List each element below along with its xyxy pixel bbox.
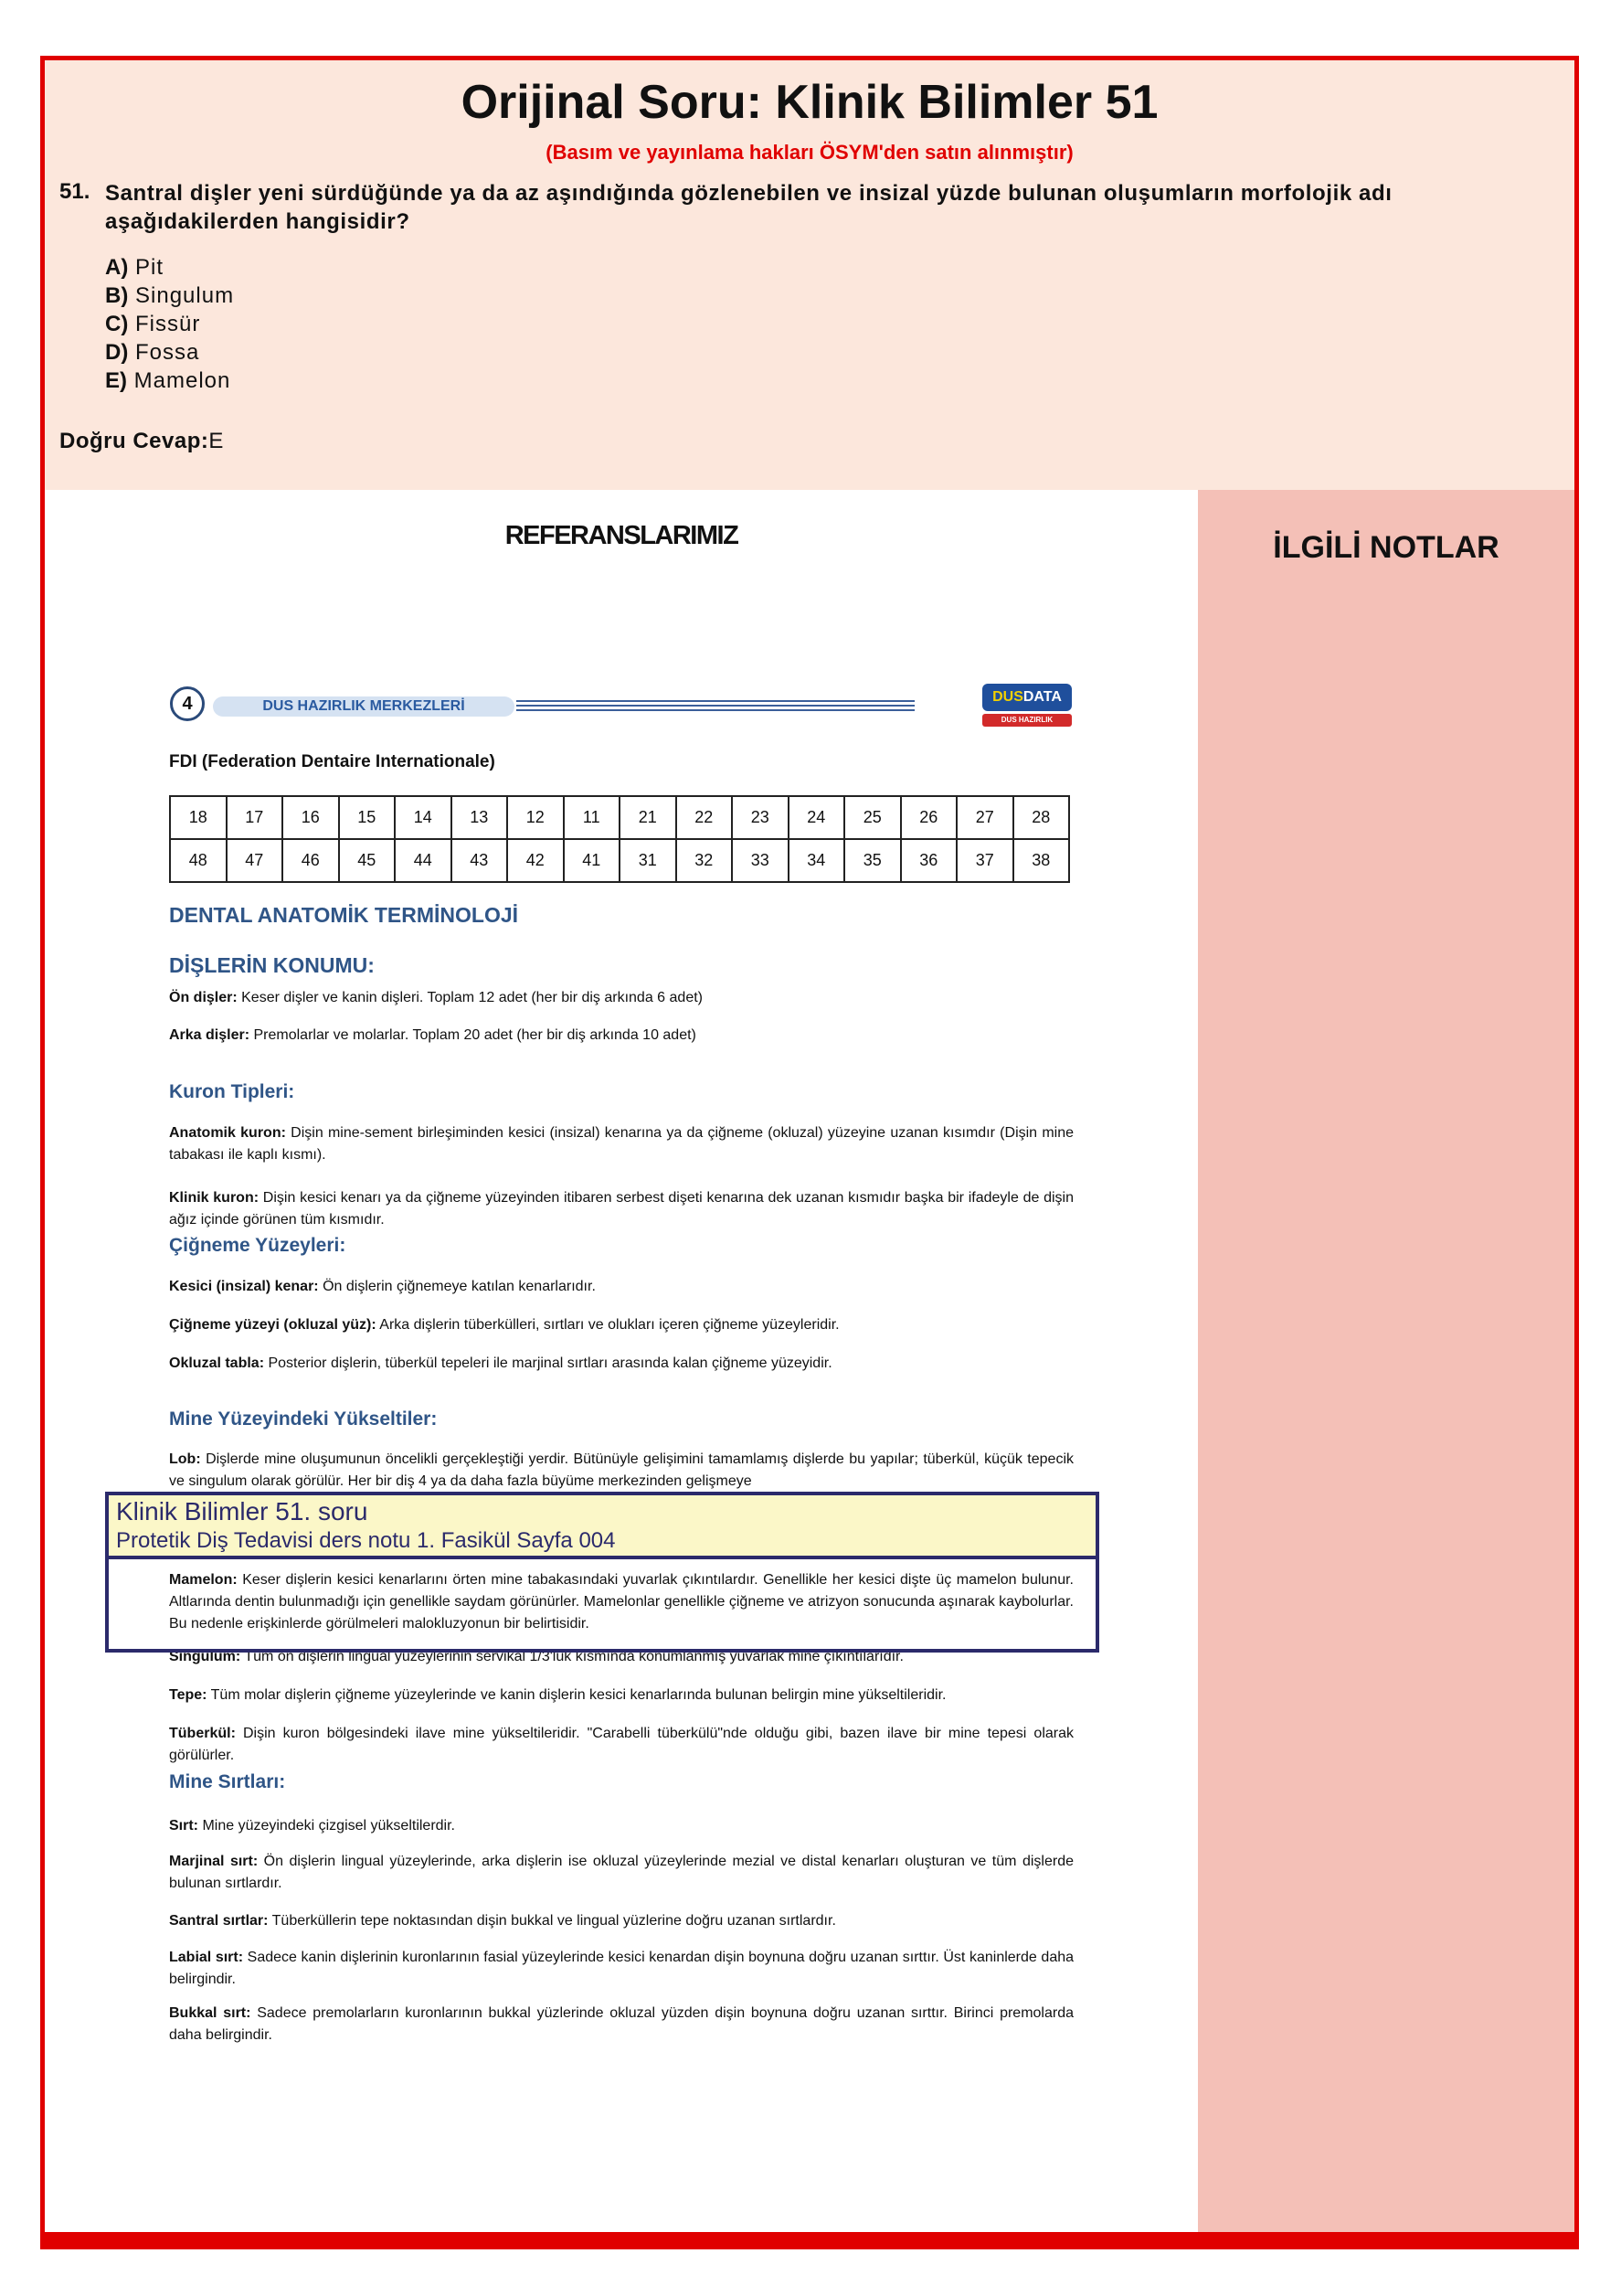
paragraph: Arka dişler: Premolarlar ve molarlar. Toplam 20 adet (her bir diş arkında 10 adet): [169, 1027, 696, 1043]
option-e: E) Mamelon: [105, 368, 231, 393]
bottom-bar: [40, 2232, 1579, 2247]
table-cell: 46: [282, 839, 339, 882]
table-cell: 42: [507, 839, 564, 882]
table-cell: 35: [844, 839, 901, 882]
paragraph: Mamelon: Keser dişlerin kesici kenarlarını örten mine tabakasındaki yuvarlak çıkıntılardır. Genellikle her kesici dişte üç mamelon bulunur. Altlarında dentin bulunmadığı için genellikle saydam görünürler. Mamelonlar genellikle çiğneme ve atrizyon sonucunda aşınarak kaybolurlar. Bu nedenle erişkinlerde görülmeleri malokluzyonun bir belirtisidir.: [169, 1572, 1074, 1632]
table-cell: 38: [1013, 839, 1070, 882]
option-d: D) Fossa: [105, 340, 200, 365]
fdi-table: [169, 795, 1070, 883]
table-cell: 31: [620, 839, 676, 882]
header-rule: [516, 705, 915, 707]
table-cell: 28: [1013, 796, 1070, 839]
answer-value: E: [208, 429, 224, 453]
option-a: A) Pit: [105, 255, 164, 280]
section-heading: Çiğneme Yüzeyleri:: [169, 1235, 346, 1256]
reference-note-source: Protetik Diş Tedavisi ders notu 1. Fasikül Sayfa 004: [116, 1528, 616, 1553]
table-cell: 18: [170, 796, 227, 839]
table-cell: 17: [227, 796, 283, 839]
paragraph: Kesici (insizal) kenar: Ön dişlerin çiğnemeye katılan kenarlarıdır.: [169, 1279, 596, 1294]
table-cell: 33: [732, 839, 789, 882]
paragraph: Santral sırtlar: Tüberküllerin tepe noktasından dişin bukkal ve lingual yüzlerine doğru uzanan sırtlardır.: [169, 1913, 836, 1929]
table-cell: 47: [227, 839, 283, 882]
section-heading: DENTAL ANATOMİK TERMİNOLOJİ: [169, 903, 519, 927]
question-text: [105, 179, 1531, 236]
table-cell: 48: [170, 839, 227, 882]
table-cell: 43: [451, 839, 508, 882]
table-row: [170, 796, 1069, 839]
fdi-title: FDI (Federation Dentaire Internationale): [169, 752, 495, 771]
section-heading: DİŞLERİN KONUMU:: [169, 953, 375, 977]
paragraph: Tüberkül: Dişin kuron bölgesindeki ilave mine yükseltileridir. "Carabelli tüberkülü"nde olduğu gibi, bazen ilave bir mine tepesi olarak görülürler.: [169, 1726, 1074, 1763]
table-cell: 15: [339, 796, 396, 839]
table-cell: 16: [282, 796, 339, 839]
reference-note-box: [105, 1492, 1099, 1653]
question-number: 51.: [59, 179, 90, 204]
table-cell: 22: [676, 796, 733, 839]
table-cell: 11: [564, 796, 620, 839]
table-cell: 44: [395, 839, 451, 882]
question-line: aşağıdakilerden hangisidir?: [105, 209, 410, 234]
paragraph: Labial sırt: Sadece kanin dişlerinin kuronlarının fasial yüzeylerinde kesici kenardan dişin boynuna doğru uzanan sırttır. Üst kaninlerde daha belirgindir.: [169, 1950, 1075, 1987]
section-heading: Kuron Tipleri:: [169, 1081, 295, 1102]
table-cell: 41: [564, 839, 620, 882]
table-cell: 12: [507, 796, 564, 839]
table-cell: 21: [620, 796, 676, 839]
book-header: [169, 681, 1074, 737]
table-cell: 37: [957, 839, 1013, 882]
table-cell: 27: [957, 796, 1013, 839]
notes-title: İLGİLİ NOTLAR: [1273, 530, 1499, 565]
table-cell: 36: [901, 839, 958, 882]
correct-answer: [59, 429, 223, 454]
header-rule: [516, 700, 915, 702]
paragraph: Singulum: Tüm ön dişlerin lingual yüzeylerinin servikal 1/3'lük kısmında konumlanmış yuvarlak mine çıkıntılarıdır.: [169, 1649, 904, 1664]
reference-note-header: [109, 1495, 1096, 1559]
question-line: Santral dişler yeni sürdüğünde ya da az aşındığında gözlenebilen ve insizal yüzde bulunan oluşumların morfolojik adı: [105, 181, 1393, 206]
page-number: 4: [170, 686, 205, 721]
table-cell: 32: [676, 839, 733, 882]
paragraph: Çiğneme yüzeyi (okluzal yüz): Arka dişlerin tüberkülleri, sırtları ve olukları içeren çiğneme yüzeyleridir.: [169, 1317, 840, 1333]
table-cell: 25: [844, 796, 901, 839]
table-cell: 14: [395, 796, 451, 839]
rights-notice: (Basım ve yayınlama hakları ÖSYM'den satın alınmıştır): [546, 141, 1074, 164]
dusdata-logo: DUSDATA DUS HAZIRLIK MERKEZLERİ: [973, 684, 1074, 731]
paragraph: Sırt: Mine yüzeyindeki çizgisel yükseltilerdir.: [169, 1818, 455, 1834]
paragraph: Anatomik kuron: Dişin mine-sement birleşiminden kesici (insizal) kenarına ya da çiğneme (okluzal) yüzeyine uzanan kısımdır (Dişin mine tabakası ile kaplı kısmı).: [169, 1125, 1074, 1163]
paragraph: Lob: Dişlerde mine oluşumunun öncelikli gerçekleştiği yerdir. Bütünüyle gelişimini tamamlamış dişlerde bu yapılar; tüberkül, küçük tepecik ve singulum olarak görülür. Her bir diş 4 ya da daha fazla büyüme merkezinden gelişmeye: [169, 1451, 1074, 1489]
table-cell: 13: [451, 796, 508, 839]
table-cell: 23: [732, 796, 789, 839]
answer-options: [105, 253, 234, 395]
paragraph: Okluzal tabla: Posterior dişlerin, tüberkül tepeleri ile marjinal sırtları arasında kalan çiğneme yüzeyidir.: [169, 1355, 832, 1371]
table-cell: 34: [789, 839, 845, 882]
table-row: [170, 839, 1069, 882]
paragraph: Ön dişler: Keser dişler ve kanin dişleri. Toplam 12 adet (her bir diş arkında 6 adet): [169, 990, 703, 1005]
table-cell: 45: [339, 839, 396, 882]
section-heading: Mine Sırtları:: [169, 1771, 286, 1792]
notes-panel: [1198, 490, 1574, 2232]
question-header: [45, 60, 1574, 490]
option-c: C) Fissür: [105, 312, 201, 336]
paragraph: Tepe: Tüm molar dişlerin çiğneme yüzeylerinde ve kanin dişlerin kesici kenarlarında bulunan belirgin mine yükseltileridir.: [169, 1687, 947, 1703]
page-title: Orijinal Soru: Klinik Bilimler 51: [461, 76, 1159, 129]
table-cell: 26: [901, 796, 958, 839]
answer-label: Doğru Cevap:: [59, 429, 209, 453]
book-header-label: DUS HAZIRLIK MERKEZLERİ: [213, 696, 514, 717]
reference-note-title: Klinik Bilimler 51. soru: [116, 1497, 368, 1525]
header-rule: [516, 709, 915, 711]
references-title: REFERANSLARIMIZ: [504, 521, 738, 550]
option-b: B) Singulum: [105, 283, 235, 308]
section-heading: Mine Yüzeyindeki Yükseltiler:: [169, 1408, 438, 1430]
table-cell: 24: [789, 796, 845, 839]
paragraph: Klinik kuron: Dişin kesici kenarı ya da çiğneme yüzeyinden itibaren serbest dişeti kenarına dek uzanan kısmıdır başka bir ifadeyle de dişin ağız içinde görünen tüm kısmıdır.: [169, 1190, 1075, 1228]
paragraph: Bukkal sırt: Sadece premolarların kuronlarının bukkal yüzlerinde okluzal yüzden dişin boynuna doğru uzanan sırttır. Birinci premolarda daha belirgindir.: [169, 2005, 1075, 2043]
paragraph: Marjinal sırt: Ön dişlerin lingual yüzeylerinde, arka dişlerin ise okluzal yüzeylerinde mezial ve distal kenarları oluşturan ve tüm dişlerde bulunan sırtlardır.: [169, 1854, 1074, 1891]
